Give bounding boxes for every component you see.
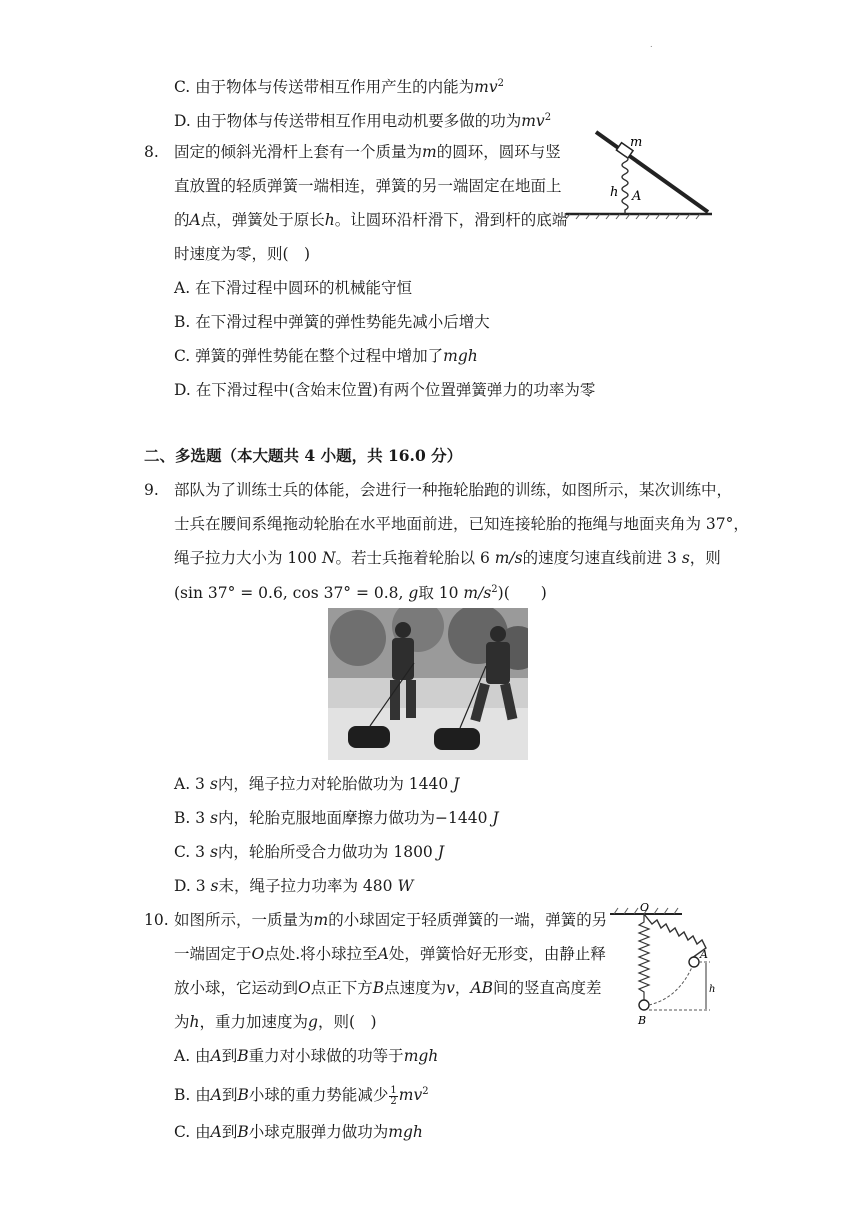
q10-figure [606,900,722,1032]
q8-stem-line1: 固定的倾斜光滑杆上套有一个质量为m的圆环，圆环与竖 [174,143,561,161]
label-m: m [630,135,643,150]
fraction-one-half: $\frac{1}{2}$ [390,1084,397,1107]
q7-option-c: C. 由于物体与传送带相互作用产生的内能为$mv^2$ [174,78,505,97]
q10-stem-line1: 如图所示，一质量为m的小球固定于轻质弹簧的一端，弹簧的另 [174,911,608,929]
inclined-rod [596,132,708,212]
label-h: h [709,984,716,995]
q9-number: 9. [144,481,159,499]
q8-option-b: B. 在下滑过程中弹簧的弹性势能先减小后增大 [174,313,490,331]
q9-option-b: B. 3 s内，轮胎克服地面摩擦力做功为−1440 J [174,809,499,827]
q9-stem-line1: 部队为了训练士兵的体能，会进行一种拖轮胎跑的训练，如图所示，某次训练中， [174,481,733,499]
q10-option-b: B. 由A到B小球的重力势能减少 $\frac{1}{2}$ $mv^2$ [174,1084,429,1107]
q10-number: 10. [144,911,169,929]
tire-right [434,728,480,750]
q8-option-d: D. 在下滑过程中(含始末位置)有两个位置弹簧弹力的功率为零 [174,381,596,399]
label-o: O [640,901,650,914]
q10-stem-line2: 一端固定于O点处.将小球拉至A处，弹簧恰好无形变，由静止释 [174,945,606,963]
q10-option-c: C. 由A到B小球克服弹力做功为mgh [174,1123,423,1141]
page-mark: . [650,40,653,49]
q9-stem-line3: 绳子拉力大小为 100 N。若士兵拖着轮胎以 6 m/s的速度匀速直线前进 3 s，则 [174,549,721,567]
tire-left [348,726,390,748]
ball-a [689,957,699,967]
trajectory [649,967,692,1005]
q9-option-a: A. 3 s内，绳子拉力对轮胎做功为 1440 J [174,775,460,793]
ball-b [639,1000,649,1010]
q10-stem-line4: 为h，重力加速度为g，则( ) [174,1013,377,1031]
q9-option-d: D. 3 s末，绳子拉力功率为 480 W [174,877,414,895]
q9-stem-line4: (sin 37° = 0.6, cos 37° = 0.8, g取 10 $m/s^2$)( ) [174,584,547,603]
q9-training-photo [328,608,528,760]
q10-stem-line3: 放小球，它运动到O点正下方B点速度为v，AB间的竖直高度差 [174,979,602,997]
label-h: h [610,185,619,200]
section-title: 二、多选题（本大题共 4 小题，共 16.0 分） [144,446,463,465]
q9-option-c: C. 3 s内，轮胎所受合力做功为 1800 J [174,843,444,861]
q8-figure [566,128,716,220]
q8-number: 8. [144,143,159,161]
spring-diagonal [644,914,706,958]
q8-stem-line4: 时速度为零，则( ) [174,245,311,263]
spring-vertical [639,914,649,1000]
q10-option-a: A. 由A到B重力对小球做的功等于mgh [174,1047,439,1065]
q8-option-c: C. 弹簧的弹性势能在整个过程中增加了mgh [174,347,478,365]
q8-option-a: A. 在下滑过程中圆环的机械能守恒 [174,279,413,297]
q8-stem-line2: 直放置的轻质弹簧一端相连，弹簧的另一端固定在地面上 [174,177,562,195]
label-a: A [632,189,642,204]
q9-stem-line2: 士兵在腰间系绳拖动轮胎在水平地面前进，已知连接轮胎的拖绳与地面夹角为 37°， [174,515,749,533]
label-b: B [638,1014,647,1027]
label-a: A [700,948,708,961]
q8-stem-line3: 的A点，弹簧处于原长h。让圆环沿杆滑下，滑到杆的底端 [174,211,568,229]
q7-option-d: D. 由于物体与传送带相互作用电动机要多做的功为$mv^2$ [174,112,552,131]
spring [622,156,628,214]
